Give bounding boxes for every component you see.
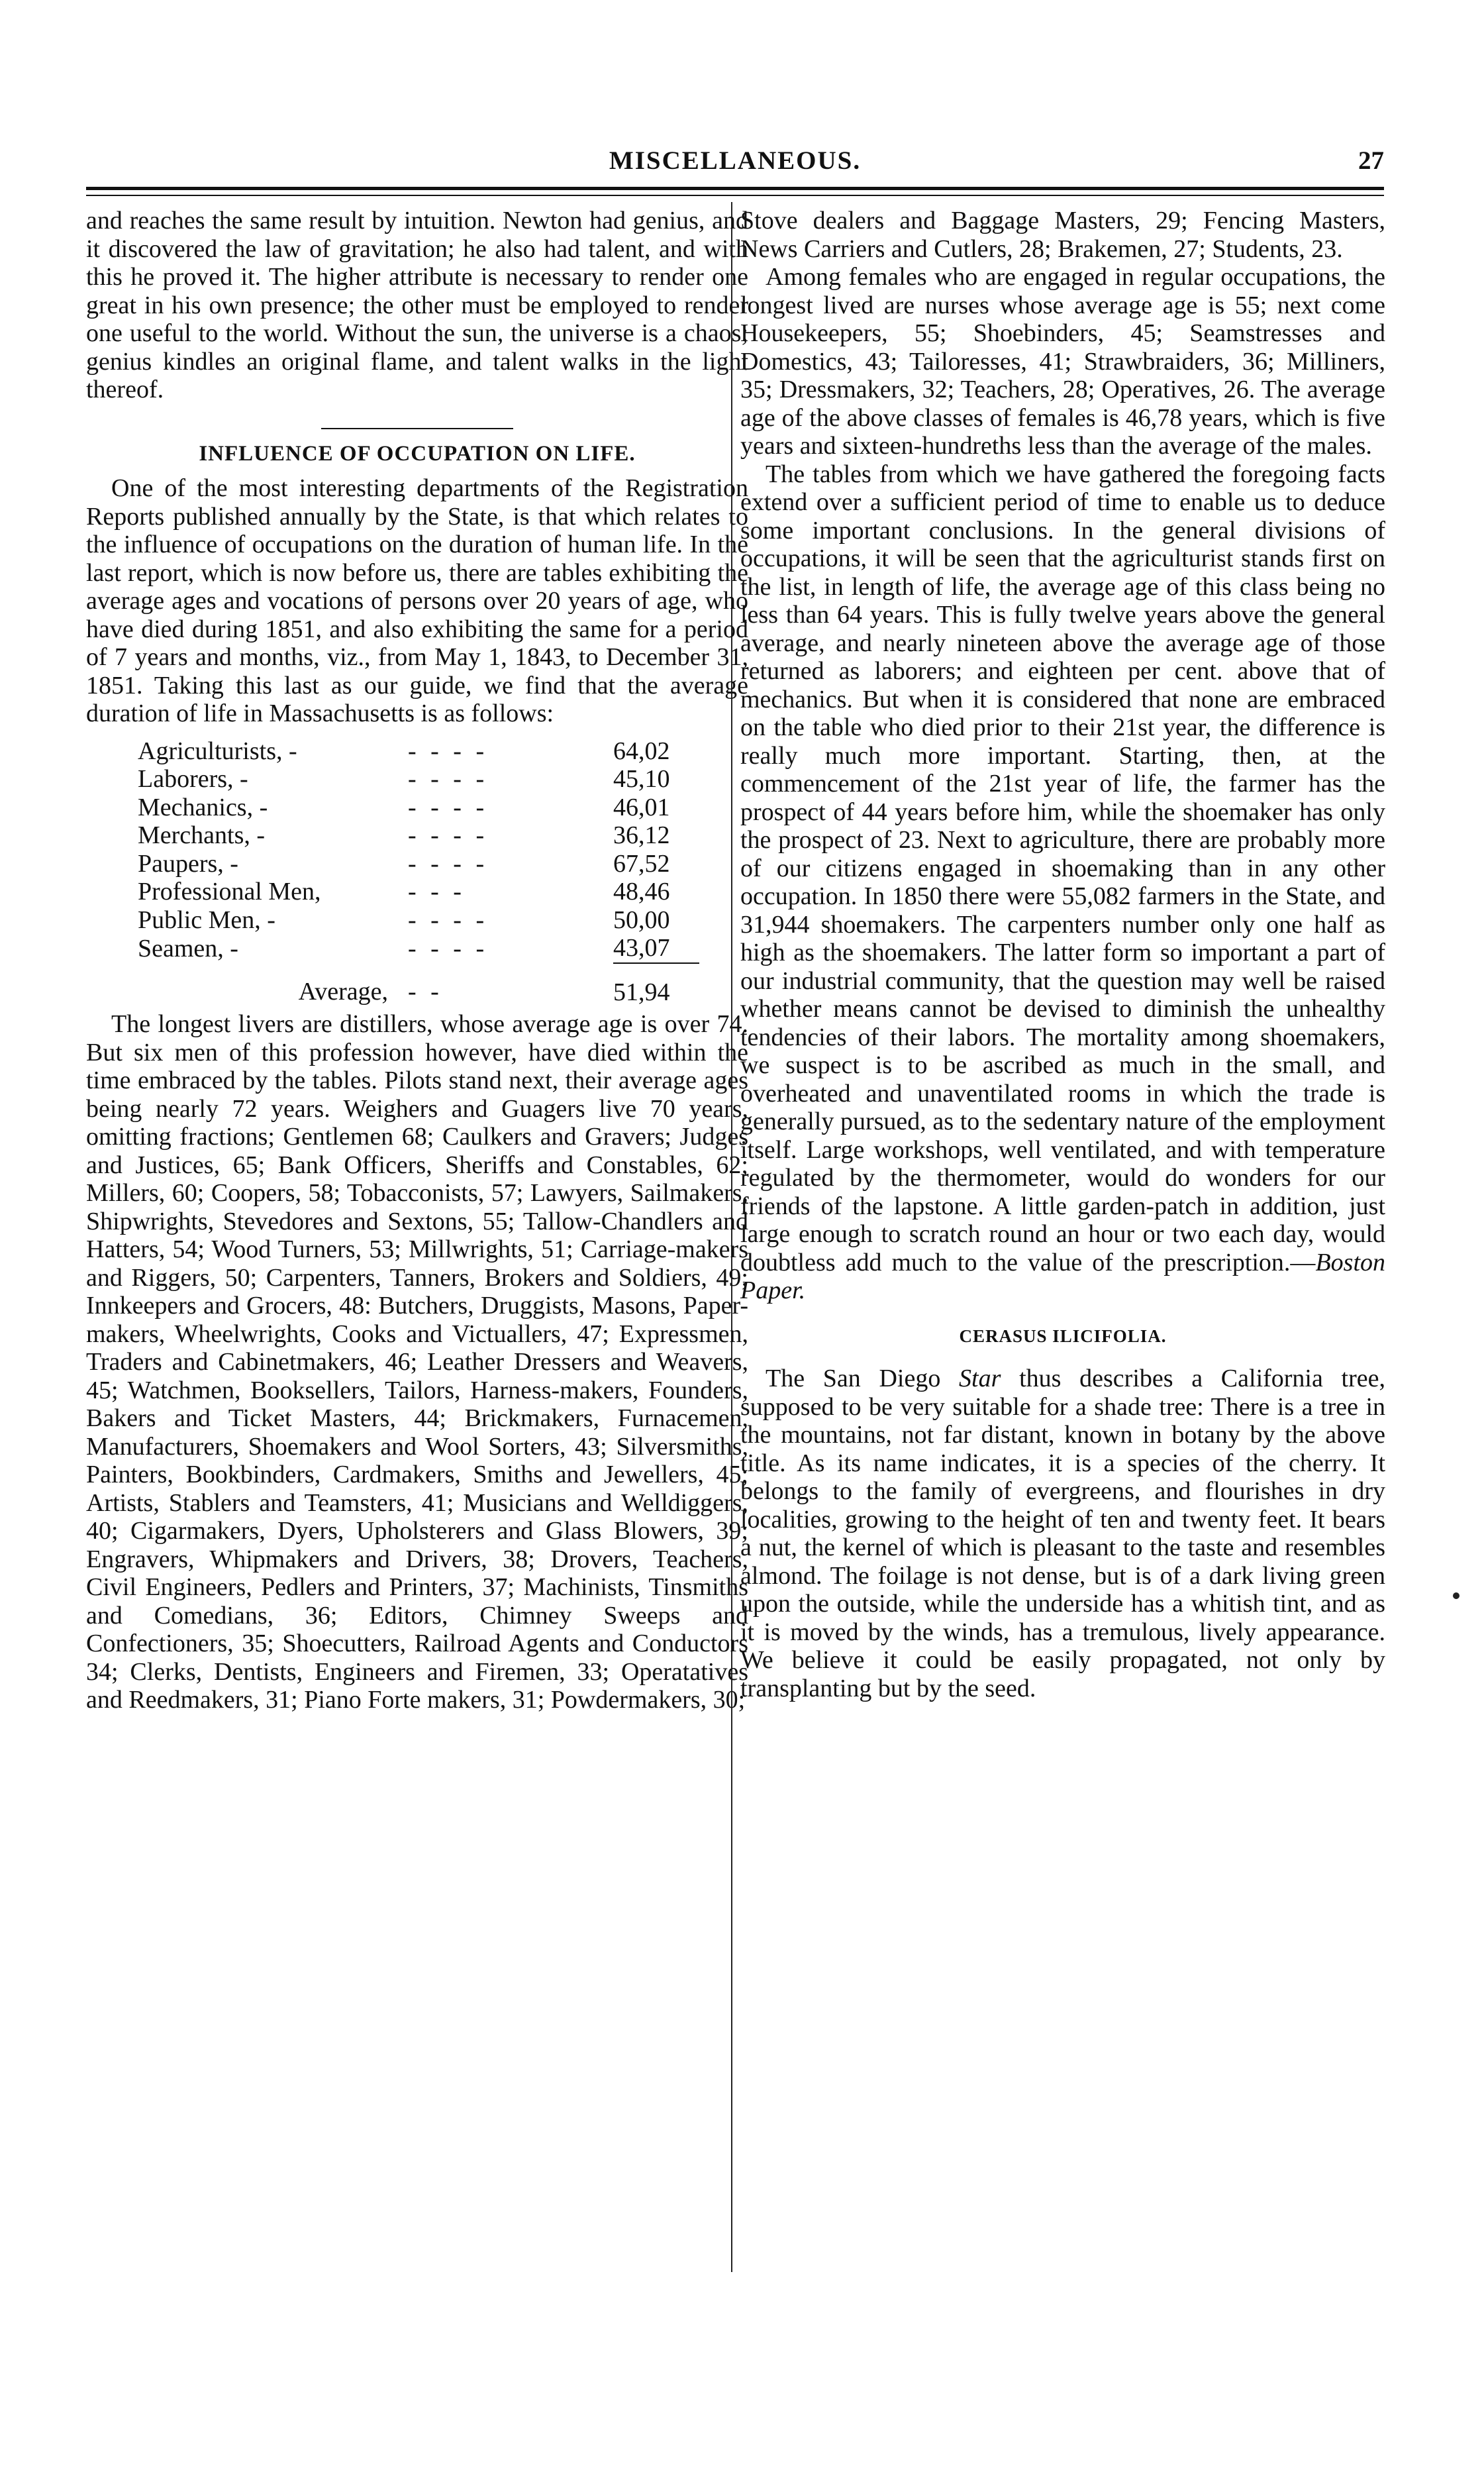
section-separator — [321, 428, 513, 429]
source-citation: Boston Paper. — [740, 1248, 1385, 1304]
occupation-row — [138, 878, 699, 906]
article-heading-occupation: INFLUENCE OF OCCUPATION ON LIFE. — [199, 441, 636, 466]
average-age-value: 43,07 — [613, 934, 670, 962]
occupation-row — [138, 934, 699, 963]
article-paragraph: Among females who are engaged in regular occupations, the longest lived are nurses whose average age is 55; next come Housekeepers, 55; Shoebinders, 45; Seamstresses and Domestics, 43; Tailoresses, 41; Strawbraiders, 36; Milliners, 35; Dressmakers, 32; Teachers, 28; Operatives, 26. The average age of the above classes of females is 46,78 years, which is five years and sixteen-hundreths less than the average of the males. — [740, 263, 1385, 460]
leader-dots: - - - - — [408, 934, 489, 962]
average-age-value: 36,12 — [613, 821, 670, 849]
occupation-label: Mechanics, - — [138, 793, 268, 821]
occupation-row — [138, 850, 699, 878]
average-age-value: 50,00 — [613, 906, 670, 934]
article-paragraph: Stove dealers and Baggage Masters, 29; Fencing Masters, News Carriers and Cutlers, 28; Brakemen, 27; Students, 23. — [740, 207, 1385, 263]
occupation-label: Agriculturists, - — [138, 737, 297, 765]
article-paragraph: One of the most interesting departments of the Registration Reports published annually by the State, is that which relates to the influence of occupations on the duration of human life. In the last report, which is now before us, there are tables exhibiting the average ages and vocations of persons over 20 years of age, who have died during 1851, and also exhibiting the same for a period of 7 years and months, viz., from May 1, 1843, to December 31, 1851. Taking this last as our guide, we find that the average duration of life in Massachusetts is as follows: — [86, 474, 748, 727]
right-column — [740, 207, 1385, 1702]
occupation-row — [138, 821, 699, 850]
average-age-value: 48,46 — [613, 878, 670, 906]
paragraph-text: The tables from which we have gathered the foregoing facts extend over a sufficient period of time to enable us to deduce some important conclusions. In the general divisions of occupations, it will be seen that the agriculturist stands first on the list, in length of life, the average age of this class being no less than 64 years. This is fully twelve years above the general average, and nearly nineteen above the average age of those returned as laborers; and eighteen per cent. above that of mechanics. But when it is considered that none are embraced on the table who died prior to their 21st year, the difference is really much more important. Starting, then, at the commencement of the 21st year of life, the farmer has the prospect of 44 years before him, while the shoemaker has only the prospect of 23. Next to agriculture, there are probably more of our citizens engaged in shoemaking than in any other occupation. In 1850 there were 55,082 farmers in the State, and 31,944 shoemakers. The carpenters number only one half as high as the shoemakers. The latter form so important a part of our industrial community, that the question may well be raised whether means cannot be devised to diminish the unhealthy tendencies of their labors. The mortality among shoemakers, we suspect is to be ascribed as much in the small, and overheated and unaventilated rooms in which the trade is generally pursued, as to the sedentary nature of the employment itself. Large workshops, well ventilated, and with temperature regulated by the thermometer, would do wonders for our friends of the lapstone. A little garden-patch in addition, just large enough to scratch round an hour or two each day, would doubtless add much to the value of the prescription.— — [740, 460, 1385, 1276]
average-row — [138, 963, 699, 1007]
occupation-table — [138, 737, 699, 1007]
leader-dots: - - - - — [408, 906, 489, 934]
article-paragraph: The longest livers are distillers, whose average age is over 74. But six men of this profession however, have died within the time embraced by the tables. Pilots stand next, their average ages being nearly 72 years. Weighers and Guagers live 70 years, omitting fractions; Gentlemen 68; Caulkers and Gravers; Judges and Justices, 65; Bank Officers, Sheriffs and Constables, 62; Millers, 60; Coopers, 58; Tobacconists, 57; Lawyers, Sailmakers, Shipwrights, Stevedores and Sextons, 55; Tallow-Chandlers and Hatters, 54; Wood Turners, 53; Millwrights, 51; Carriage-makers and Riggers, 50; Carpenters, Tanners, Brokers and Soldiers, 49; Innkeepers and Grocers, 48: Butchers, Druggists, Masons, Paper-makers, Wheelwrights, Cooks and Victuallers, 47; Expressmen, Traders and Cabinetmakers, 46; Leather Dressers and Weavers, 45; Watchmen, Booksellers, Tailors, Harness-makers, Founders, Bakers and Ticket Masters, 44; Brickmakers, Furnacemen, Manufacturers, Shoemakers and Wool Sorters, 43; Silversmiths, Painters, Bookbinders, Cardmakers, Smiths and Jewellers, 45; Artists, Stablers and Teamsters, 41; Musicians and Welldiggers, 40; Cigarmakers, Dyers, Upholsterers and Glass Blowers, 39; Engravers, Whipmakers and Drivers, 38; Drovers, Teachers, Civil Engineers, Pedlers and Printers, 37; Machinists, Tinsmiths and Comedians, 36; Editors, Chimney Sweeps and Confectioners, 35; Shoecutters, Railroad Agents and Conductors 34; Clerks, Dentists, Engineers and Firemen, 33; Operatatives and Reedmakers, 31; Piano Forte makers, 31; Powdermakers, 30; — [86, 1010, 748, 1714]
occupation-row — [138, 906, 699, 935]
occupation-label: Professional Men, — [138, 878, 321, 906]
occupation-label: Laborers, - — [138, 765, 248, 793]
average-label: Average, — [298, 978, 388, 1006]
occupation-row — [138, 765, 699, 794]
average-age-value: 67,52 — [613, 849, 670, 878]
leader-dots: - - - — [408, 878, 466, 906]
average-value: 51,94 — [613, 963, 699, 1007]
page-number: 27 — [1358, 146, 1384, 175]
leader-dots: - - - - — [408, 849, 489, 878]
occupation-label: Merchants, - — [138, 821, 266, 849]
paragraph-text: thus describes a California tree, supposed to be very suitable for a shade tree: There is a tree in the mountains, not far distant, known in botany by the above title. As its name indicates, it is a species of the cherry. It belongs to the family of evergreens, and flourishes in dry localities, growing to the height of ten and twenty feet. It bears a nut, the kernel of which is pleasant to the taste and resembles almond. The foilage is not dense, but is of a dark living green upon the outside, while the underside has a whitish tint, and as it is moved by the winds, has a tremulous, lively appearance. We believe it could be easily propagated, not only by transplanting but by the seed. — [740, 1365, 1385, 1702]
average-age-value: 46,01 — [613, 793, 670, 821]
leader-dots: - - - - — [408, 765, 489, 793]
intro-paragraph: and reaches the same result by intuition. Newton had genius, and it discovered the law of gravitation; he also had talent, and with this he proved it. The higher attribute is necessary to render one great in his own presence; the other must be employed to render one useful to the world. Without the sun, the universe is a chaos; genius kindles an original flame, and talent walks in the light thereof. — [86, 207, 748, 403]
average-age-value: 64,02 — [613, 737, 670, 765]
page-header — [86, 146, 1384, 185]
header-rule-thick — [86, 187, 1384, 190]
occupation-label: Public Men, - — [138, 906, 275, 934]
leader-dots: - - - - — [408, 793, 489, 821]
occupation-label: Seamen, - — [138, 934, 238, 962]
occupation-row — [138, 737, 699, 766]
newspaper-name: Star — [959, 1365, 1001, 1392]
article-paragraph — [740, 460, 1385, 1305]
left-column — [86, 207, 748, 1714]
header-rule-thin — [86, 195, 1384, 196]
leader-dots: - - - - — [408, 821, 489, 849]
average-age-value: 45,10 — [613, 765, 670, 793]
leader-dots: - - - - — [408, 737, 489, 765]
occupation-label: Paupers, - — [138, 849, 238, 878]
average-dots: - - — [408, 978, 443, 1006]
ink-speck — [1453, 1592, 1459, 1599]
occupation-row — [138, 794, 699, 822]
article-heading-cerasus: CERASUS ILICIFOLIA. — [959, 1325, 1167, 1346]
paragraph-text: The San Diego — [766, 1365, 960, 1392]
running-title: MISCELLANEOUS. — [609, 146, 862, 175]
article-paragraph — [740, 1365, 1385, 1702]
